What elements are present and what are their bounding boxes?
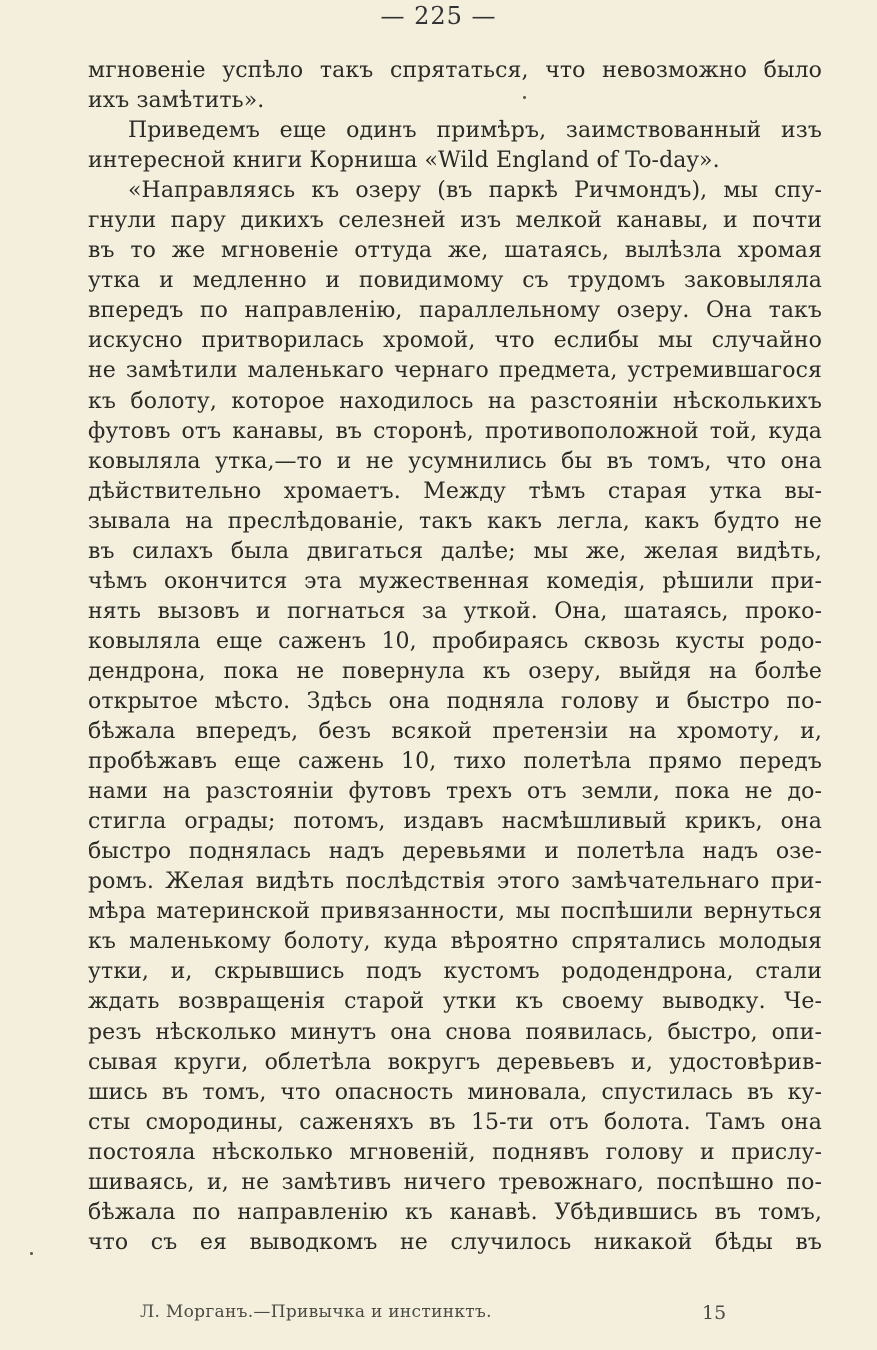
text-line: дендрона, пока не повернула къ озеру, выйдя на болѣе [88,658,822,684]
text-line: не замѣтили маленькаго чернаго предмета, устремившагося [88,358,822,384]
text-line: постояла нѣсколько мгновеній, поднявъ голову и прислу- [88,1139,822,1165]
print-speck [30,1252,33,1255]
text-line: гнули пару дикихъ селезней изъ мелкой канавы, и почти [88,208,822,234]
text-line: пробѣжавъ еще сажень 10, тихо полетѣла прямо передъ [88,749,822,775]
text-line: ждать возвращенія старой утки къ своему выводку. Че- [88,989,822,1015]
text-line: футовъ отъ канавы, въ сторонѣ, противоположной той, куда [88,418,822,444]
text-line: нами на разстояніи футовъ трехъ отъ земли, пока не до- [88,779,822,805]
text-line: искусно притворилась хромой, что еслибы мы случайно [88,328,822,354]
text-line: утка и медленно и повидимому съ трудомъ заковыляла [88,268,822,294]
text-line: резъ нѣсколько минутъ она снова появилась, быстро, опи- [88,1019,822,1045]
text-line: зывала на преслѣдованіе, такъ какъ легла, какъ будто не [88,508,822,534]
page-footer [140,1302,740,1328]
text-line: въ то же мгновеніе оттуда же, шатаясь, вылѣзла хромая [88,238,822,264]
text-line: впередъ по направленію, параллельному озеру. Она такъ [88,298,822,324]
text-line: интересной книги Корниша «Wild England of To-day». [88,148,720,174]
text-line: ковыляла еще саженъ 10, пробираясь сквозь кусты родо- [88,628,822,654]
text-line: мгновеніе успѣло такъ спрятаться, что невозможно было [88,58,822,83]
page-number: — 225 — [380,2,497,30]
text-line: ихъ замѣтить». [88,88,265,114]
text-line: «Направляясь къ озеру (въ паркѣ Ричмондъ), мы спу- [128,178,822,204]
text-line: утки, и, скрывшись подъ кустомъ рододендрона, стали [88,959,822,985]
print-speck [523,96,526,99]
text-line: чѣмъ окончится эта мужественная комедія, рѣшили при- [88,568,822,594]
text-line: открытое мѣсто. Здѣсь она подняла голову и быстро по- [88,688,822,714]
body-text [88,56,822,1258]
text-line: мѣра материнской привязанности, мы поспѣшили вернуться [88,899,822,925]
text-line: стигла ограды; потомъ, издавъ насмѣшливый крикъ, она [88,809,822,835]
text-line: сты смородины, саженяхъ въ 15-ти отъ болота. Тамъ она [88,1109,822,1135]
text-line: шись въ томъ, что опасность миновала, спустилась въ ку- [88,1079,822,1105]
text-line: бѣжала впередъ, безъ всякой претензіи на хромоту, и, [88,719,822,745]
text-line: дѣйствительно хромаетъ. Между тѣмъ старая утка вы- [88,478,822,504]
text-line: къ маленькому болоту, куда вѣроятно спрятались молодыя [88,929,822,955]
text-line: ромъ. Желая видѣть послѣдствія этого замѣчательнаго при- [88,869,822,895]
text-line: къ болоту, которое находилось на разстояніи нѣсколькихъ [88,388,822,414]
footer-signature: Л. Морганъ.—Привычка и инстинктъ. [140,1302,492,1322]
text-line: сывая круги, облетѣла вокругъ деревьевъ и, удостовѣрив- [88,1049,822,1075]
text-line: нять вызовъ и погнаться за уткой. Она, шатаясь, проко- [88,598,822,624]
text-line: бѣжала по направленію къ канавѣ. Убѣдившись въ томъ, [88,1199,822,1225]
footer-sheet-number: 15 [702,1302,727,1324]
text-line: Приведемъ еще одинъ примѣръ, заимствованный изъ [128,118,822,144]
text-line: что съ ея выводкомъ не случилось никакой бѣды въ [88,1229,822,1255]
text-line: въ силахъ была двигаться далѣе; мы же, желая видѣть, [88,538,822,564]
text-line: ковыляла утка,—то и не усумнились бы въ томъ, что она [88,448,822,474]
text-line: быстро поднялась надъ деревьями и полетѣла надъ озе- [88,839,822,865]
text-line: шиваясь, и, не замѣтивъ ничего тревожнаго, поспѣшно по- [88,1169,822,1195]
